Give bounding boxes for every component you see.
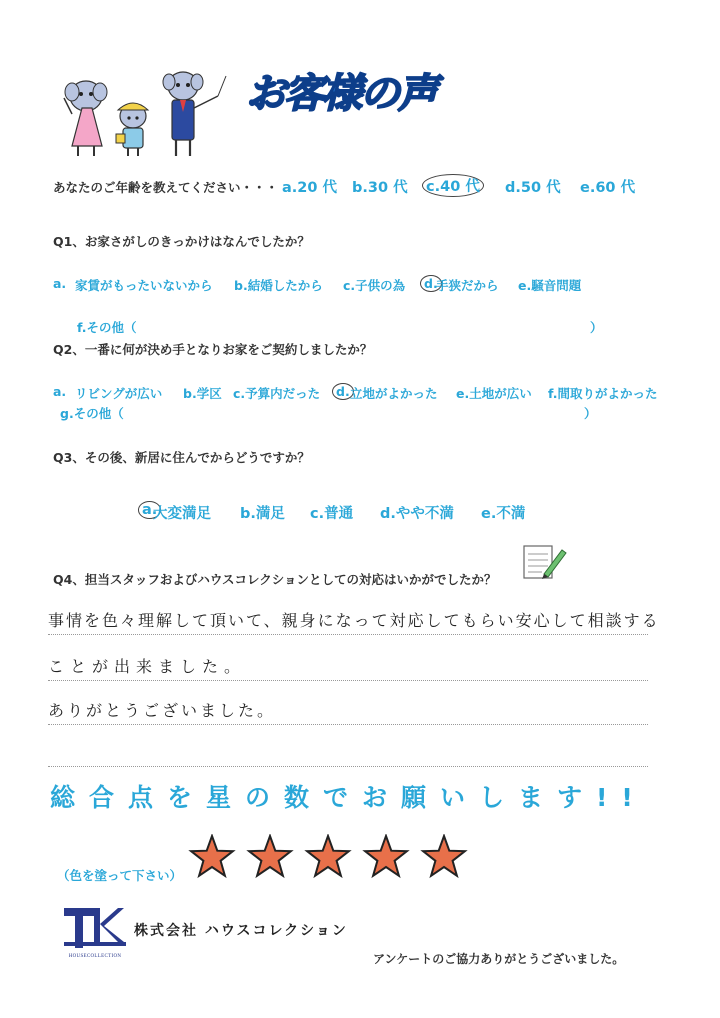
q4-answer-line-3: ありがとうございました。: [48, 701, 277, 720]
q3-option-e: e.不満: [481, 506, 526, 522]
rating-star-4: [365, 836, 407, 876]
q1-option-d-letter: d.: [423, 276, 439, 291]
age-option-c: c.40 代: [425, 176, 481, 195]
rating-star-1: [191, 836, 233, 876]
q2-question: Q2、一番に何が決め手となりお家をご契約しましたか？: [53, 342, 373, 357]
q2-option-f: f.間取りがよかった: [548, 386, 658, 401]
star-rating: [188, 834, 478, 882]
q3-option-a: 大変満足: [153, 506, 211, 522]
answer-rule-1: [48, 634, 648, 635]
q1-question: Q1、お家さがしのきっかけはなんでしたか？: [53, 234, 310, 249]
q2-option-other: g.その他（: [60, 406, 124, 421]
q3-option-b: b.満足: [240, 506, 285, 522]
age-option-b: b.30 代: [352, 180, 408, 196]
q1-option-e: e.騒音問題: [518, 278, 582, 293]
age-option-e: e.60 代: [580, 180, 636, 196]
company-name: 株式会社 ハウスコレクション: [134, 923, 348, 939]
rating-note: （色を塗って下さい）: [57, 868, 183, 883]
thanks-message: アンケートのご協力ありがとうございました。: [373, 952, 625, 966]
q3-option-a-letter: a.: [141, 502, 158, 518]
mascot-illustration: [58, 68, 228, 160]
q2-option-d: 立地がよかった: [350, 386, 438, 401]
q1-option-other-close: ）: [590, 320, 603, 335]
q2-option-c: c.予算内だった: [233, 386, 321, 401]
age-option-d: d.50 代: [505, 180, 561, 196]
rating-star-3: [307, 836, 349, 876]
answer-rule-4: [48, 766, 648, 767]
rating-headline: 総合点を星の数でお願いします!!: [50, 783, 647, 812]
page-title: お客様の声: [246, 71, 436, 117]
star-rating-svg: [188, 834, 478, 882]
q2-option-d-letter: d.: [335, 384, 351, 399]
q3-option-c: c.普通: [310, 506, 354, 522]
q2-option-b: b.学区: [183, 386, 222, 401]
company-logo: [62, 906, 128, 958]
q1-option-other: f.その他（: [77, 320, 137, 335]
age-option-a: a.20 代: [282, 180, 338, 196]
q1-option-b: b.結婚したから: [234, 278, 323, 293]
q4-question: Q4、担当スタッフおよびハウスコレクションとしての対応はいかがでしたか？: [53, 572, 497, 587]
q2-option-e: e.土地が広い: [456, 386, 532, 401]
company-logo-text: HOUSECOLLECTION: [68, 954, 122, 959]
q1-option-a: 家賃がもったいないから: [75, 278, 213, 293]
q3-question: Q3、その後、新居に住んでからどうですか？: [53, 450, 310, 465]
rating-star-5: [423, 836, 465, 876]
q4-answer-line-2: ことが出来ました。: [48, 657, 247, 676]
q4-answer-line-1: 事情を色々理解して頂いて、親身になって対応してもらい安心して相談する: [48, 611, 660, 630]
rating-star-2: [249, 836, 291, 876]
q2-option-a: リビングが広い: [75, 386, 163, 401]
q1-option-c: c.子供の為: [343, 278, 406, 293]
q1-option-a-letter: a.: [53, 276, 67, 291]
q2-option-other-close: ）: [584, 406, 597, 421]
q3-option-d: d.やや不満: [380, 506, 454, 522]
answer-rule-2: [48, 680, 648, 681]
q2-option-a-letter: a.: [53, 384, 67, 399]
notepad-icon: [520, 542, 568, 582]
age-question: あなたのご年齢を教えてください・・・: [53, 180, 279, 195]
answer-rule-3: [48, 724, 648, 725]
q1-option-d: 手狭だから: [436, 278, 499, 293]
